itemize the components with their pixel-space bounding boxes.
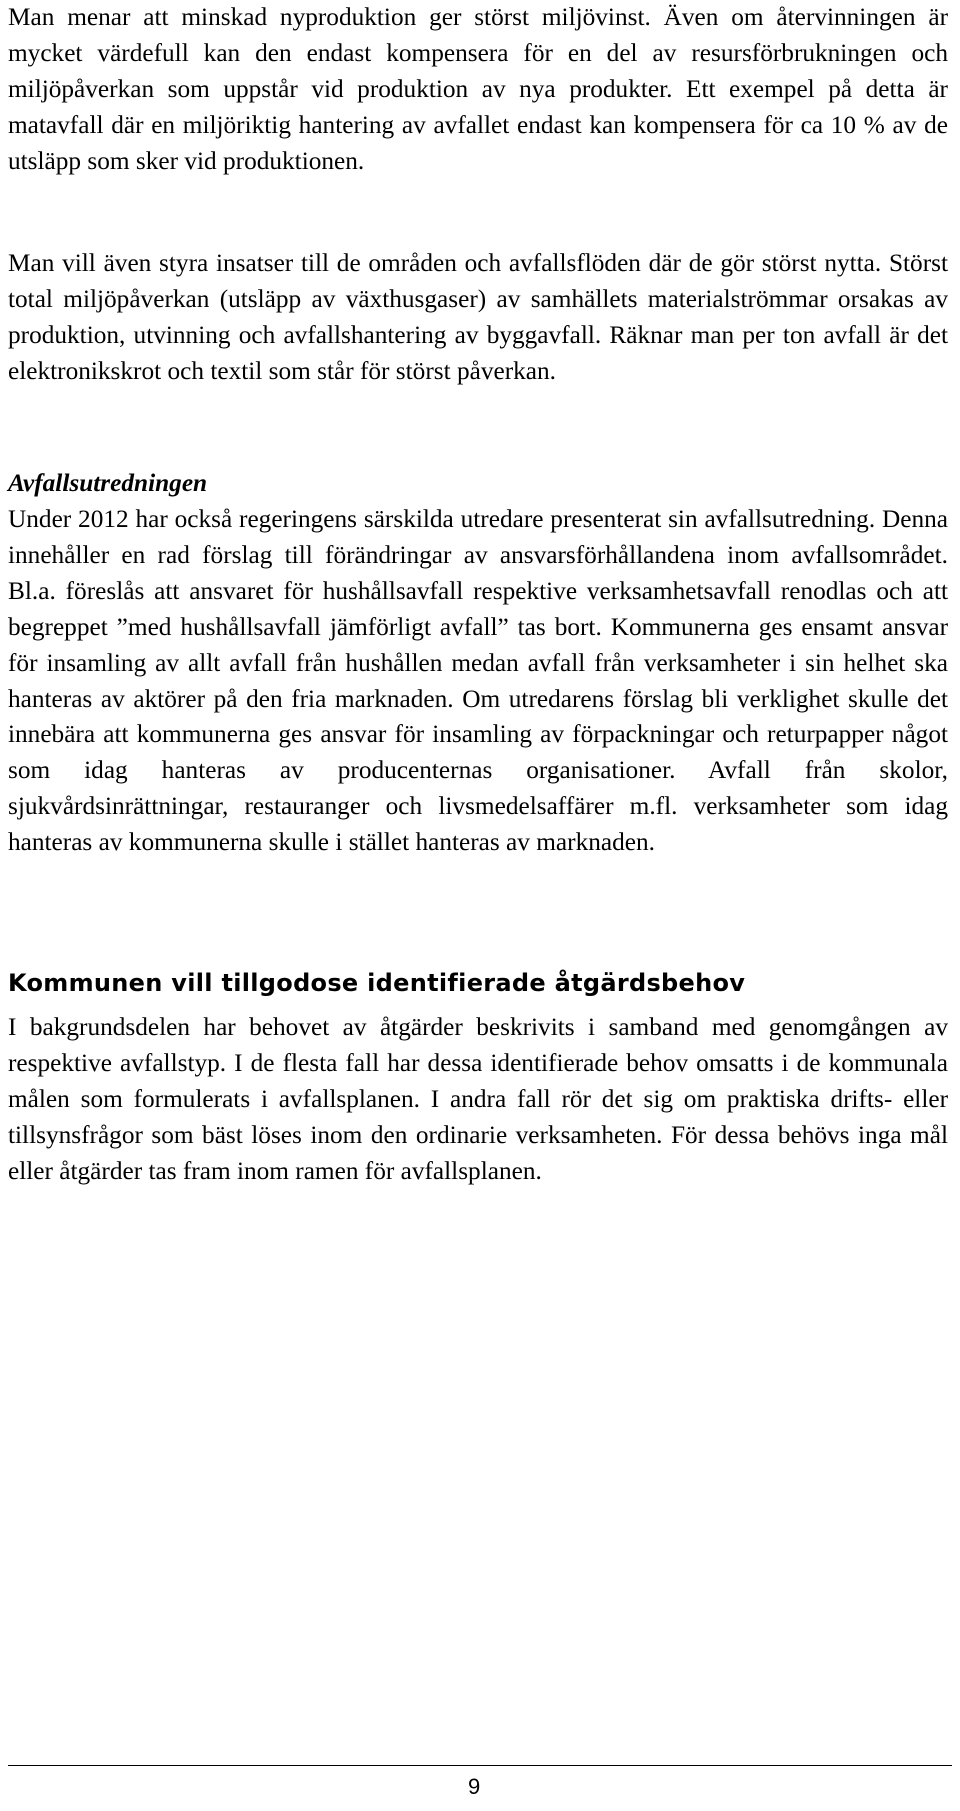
paragraph-avfallsutredning: Under 2012 har också regeringens särskilda utredare presenterat sin avfallsutredning. Denna innehåller en rad förslag till förändringar av ansvarsförhållandena inom avfallsområdet. Bl.a. föreslås att ansvaret för hushållsavfall respektive verksamhetsavfall renodlas och att begreppet ”med hushållsavfall jämförligt avfall” tas bort. Kommunerna ges ensamt ansvar för insamling av allt avfall från hushållen medan avfall från verksamheter i sin helhet ska hanteras av aktörer på den fria marknaden. Om utredarens förslag bli verklighet skulle det innebära att kommunerna ges ansvar för insamling av förpackningar och returpapper något som idag hanteras av producenternas organisationer. Avfall från skolor, sjukvårdsinrättningar, restauranger och livsmedelsaffärer m.fl. verksamheter som idag hanteras av kommunerna skulle i stället hanteras av marknaden. bbox=[8, 505, 948, 857]
heading-avfallsutredningen: Avfallsutredningen bbox=[8, 469, 208, 497]
footer-divider bbox=[8, 1765, 952, 1766]
paragraph-bakgrundsdelen: I bakgrundsdelen har behovet av åtgärder beskrivits i samband med genomgången av respektive avfallstyp. I de flesta fall har dessa identifierade behov omsatts i de kommunala målen som formulerats i avfallsplanen. I andra fall rör det sig om praktiska drifts- eller tillsynsfrågor som bäst löses inom den ordinarie verksamheten. För dessa behövs inga mål eller åtgärder tas fram inom ramen för avfallsplanen. bbox=[8, 1013, 948, 1185]
paragraph-nyproduktion: Man menar att minskad nyproduktion ger störst miljövinst. Även om återvinningen är mycket värdefull kan den endast kompensera för en del av resursförbrukningen och miljöpåverkan som uppstår vid produktion av nya produkter. Ett exempel på detta är matavfall där en miljöriktig hantering av avfallet endast kan kompensera för ca 10 % av de utsläpp som sker vid produktionen. bbox=[8, 3, 948, 175]
page-number: 9 bbox=[468, 1774, 481, 1799]
paragraph-avfallsfloden: Man vill även styra insatser till de områden och avfallsflöden där de gör störst nytta. Störst total miljöpåverkan (utsläpp av växthusgaser) av samhällets materialströmmar orsakas av produktion, utvinning och avfallshantering av byggavfall. Räknar man per ton avfall är det elektronikskrot och textil som står för störst påverkan. bbox=[8, 249, 948, 385]
heading-kommunen-atgardsbehov: Kommunen vill tillgodose identifierade åtgärdsbehov bbox=[8, 969, 746, 997]
